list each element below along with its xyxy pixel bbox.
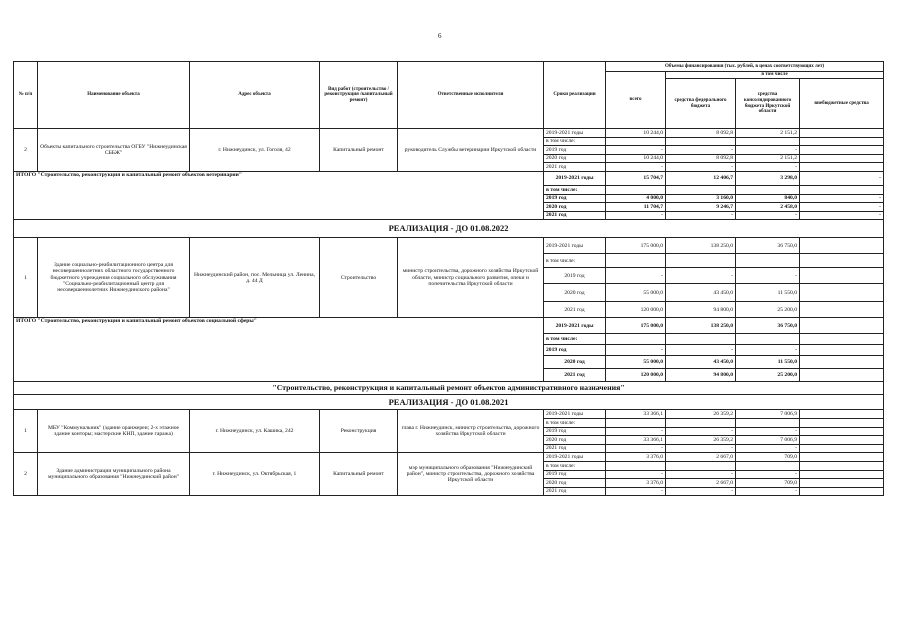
total-cell: 3 376,0 — [606, 479, 666, 488]
total-cell: 55 000,0 — [606, 284, 666, 302]
total-cell: 15 704,7 — [606, 171, 666, 185]
extra-cell — [800, 479, 884, 488]
federal-cell: 94 800,0 — [666, 369, 736, 382]
period-cell: 2019-2021 годы — [544, 410, 606, 419]
extra-cell — [800, 487, 884, 496]
total-cell: - — [606, 146, 666, 155]
period-cell: 2019-2021 годы — [544, 318, 606, 334]
federal-cell: 8 092,8 — [666, 154, 736, 163]
regional-cell: - — [736, 345, 800, 356]
regional-cell: - — [736, 268, 800, 284]
regional-cell: 11 550,0 — [736, 284, 800, 302]
extra-cell — [800, 185, 884, 194]
regional-cell: 7 006,9 — [736, 410, 800, 419]
total-cell — [606, 418, 666, 427]
federal-cell — [666, 418, 736, 427]
extra-cell — [800, 453, 884, 462]
total-cell — [606, 137, 666, 146]
extra-cell — [800, 461, 884, 470]
regional-cell: 709,0 — [736, 453, 800, 462]
work-type: Капитальный ремонт — [320, 453, 398, 496]
period-cell: в том числе: — [544, 418, 606, 427]
regional-cell: - — [736, 146, 800, 155]
regional-cell: 840,0 — [736, 194, 800, 203]
federal-cell: - — [666, 211, 736, 220]
period-cell: 2021 год — [544, 302, 606, 318]
regional-cell: - — [736, 444, 800, 453]
regional-cell: 36 750,0 — [736, 238, 800, 254]
table-row — [14, 129, 884, 138]
col-name-header: Наименование объекта — [38, 62, 190, 129]
object-address: г. Нижнеудинск, ул. Октябрьская, 1 — [190, 453, 320, 496]
total-cell — [606, 185, 666, 194]
regional-cell: 11 550,0 — [736, 356, 800, 369]
federal-cell: - — [666, 487, 736, 496]
regional-cell: - — [736, 163, 800, 172]
federal-cell: - — [666, 268, 736, 284]
col-federal-header: средства федерального бюджета — [666, 79, 736, 129]
section-heading: РЕАЛИЗАЦИЯ - ДО 01.08.2022 — [14, 220, 884, 238]
object-address: Нижнеудинский район, пос. Мельница ул. Ленина, д. 44 Д — [190, 238, 320, 318]
federal-cell: - — [666, 146, 736, 155]
total-cell: - — [606, 427, 666, 436]
period-cell: в том числе: — [544, 137, 606, 146]
work-type: Реконструкция — [320, 410, 398, 453]
period-cell: 2020 год — [544, 203, 606, 212]
extra-cell — [800, 410, 884, 419]
regional-cell: 2 151,2 — [736, 154, 800, 163]
extra-cell — [800, 137, 884, 146]
extra-cell — [800, 418, 884, 427]
extra-cell — [800, 284, 884, 302]
federal-cell: 3 160,0 — [666, 194, 736, 203]
extra-cell — [800, 254, 884, 268]
executor: руководитель Службы ветеринарии Иркутской области — [398, 129, 544, 172]
federal-cell — [666, 334, 736, 345]
federal-cell: 138 250,0 — [666, 318, 736, 334]
total-cell: - — [606, 470, 666, 479]
total-cell: - — [606, 211, 666, 220]
financing-table — [13, 61, 884, 496]
extra-cell — [800, 146, 884, 155]
total-cell: 120 000,0 — [606, 369, 666, 382]
extra-cell: - — [800, 194, 884, 203]
period-cell: 2020 год — [544, 436, 606, 445]
extra-cell: - — [800, 211, 884, 220]
col-including-header: в том числе — [666, 72, 884, 79]
regional-cell: - — [736, 211, 800, 220]
regional-cell — [736, 137, 800, 146]
extra-cell — [800, 345, 884, 356]
total-cell: 3 376,0 — [606, 453, 666, 462]
period-cell: 2019-2021 годы — [544, 129, 606, 138]
col-period-header: Сроки реализации — [544, 62, 606, 129]
period-cell: в том числе: — [544, 334, 606, 345]
federal-cell: 2 667,0 — [666, 479, 736, 488]
section-heading: РЕАЛИЗАЦИЯ - ДО 01.08.2021 — [14, 395, 884, 410]
federal-cell: 9 246,7 — [666, 203, 736, 212]
regional-cell — [736, 334, 800, 345]
regional-cell: 36 750,0 — [736, 318, 800, 334]
total-row — [14, 171, 884, 185]
total-cell: - — [606, 163, 666, 172]
extra-cell — [800, 238, 884, 254]
col-extra-header: внебюджетные средства — [800, 79, 884, 129]
total-cell: - — [606, 444, 666, 453]
total-cell: 175 000,0 — [606, 318, 666, 334]
period-cell: 2020 год — [544, 356, 606, 369]
regional-cell: - — [736, 487, 800, 496]
period-cell: 2021 год — [544, 487, 606, 496]
regional-cell: 2 151,2 — [736, 129, 800, 138]
row-num: 1 — [14, 238, 38, 318]
federal-cell: - — [666, 444, 736, 453]
total-cell: 10 244,0 — [606, 154, 666, 163]
regional-cell: 25 200,0 — [736, 302, 800, 318]
row-num: 2 — [14, 129, 38, 172]
period-cell: 2019-2021 годы — [544, 238, 606, 254]
period-cell: 2019 год — [544, 146, 606, 155]
extra-cell — [800, 129, 884, 138]
object-name: Объекты капитального строительства ОГБУ "Нижнеудинская СББЖ" — [38, 129, 190, 172]
federal-cell — [666, 461, 736, 470]
object-name: Здание администрации муниципального района муниципального образования "Нижнеудинский район" — [38, 453, 190, 496]
extra-cell: - — [800, 171, 884, 185]
col-address-header: Адрес объекта — [190, 62, 320, 129]
period-cell: в том числе: — [544, 254, 606, 268]
total-cell: 33 366,1 — [606, 436, 666, 445]
executor: мэр муниципального образования "Нижнеудинский район", министр строительства, дорожного хозяйства Иркутской области — [398, 453, 544, 496]
federal-cell: - — [666, 470, 736, 479]
col-executors-header: Ответственные исполнители — [398, 62, 544, 129]
object-name: Здание социально-реабилитационного центра для несовершеннолетних областного государственного бюджетного учреждения социального обслуживания "Социально-реабилитационный центр для несовершеннолетних Нижнеудинского района" — [38, 238, 190, 318]
table-row — [14, 238, 884, 254]
total-cell: 11 704,7 — [606, 203, 666, 212]
section-heading: "Строительство, реконструкция и капитальный ремонт объектов административного назначения" — [14, 382, 884, 395]
federal-cell: 12 406,7 — [666, 171, 736, 185]
section-row — [14, 220, 884, 238]
federal-cell: 26 359,2 — [666, 410, 736, 419]
period-cell: 2019 год — [544, 345, 606, 356]
total-cell: 4 000,0 — [606, 194, 666, 203]
total-label: ИТОГО "Строительство, реконструкция и капитальный ремонт объектов социальной сферы" — [14, 318, 544, 382]
col-work-header: Вид работ (строительство /реконструкция /капитальный ремонт) — [320, 62, 398, 129]
work-type: Строительство — [320, 238, 398, 318]
executor: глава г. Нижнеудинск, министр строительства, дорожного хозяйства Иркутской области — [398, 410, 544, 453]
federal-cell: 43 450,0 — [666, 284, 736, 302]
extra-cell — [800, 369, 884, 382]
period-cell: 2021 год — [544, 369, 606, 382]
total-cell: - — [606, 345, 666, 356]
period-cell: 2019 год — [544, 470, 606, 479]
col-total-header: всего — [606, 72, 666, 129]
federal-cell: 26 359,2 — [666, 436, 736, 445]
federal-cell: 138 250,0 — [666, 238, 736, 254]
extra-cell — [800, 302, 884, 318]
total-cell: 33 366,1 — [606, 410, 666, 419]
federal-cell: - — [666, 427, 736, 436]
federal-cell: 8 092,8 — [666, 129, 736, 138]
period-cell: 2021 год — [544, 211, 606, 220]
regional-cell: 3 298,0 — [736, 171, 800, 185]
period-cell: 2020 год — [544, 154, 606, 163]
extra-cell — [800, 427, 884, 436]
section-row — [14, 395, 884, 410]
regional-cell — [736, 254, 800, 268]
extra-cell — [800, 470, 884, 479]
work-type: Капитальный ремонт — [320, 129, 398, 172]
total-cell: 175 000,0 — [606, 238, 666, 254]
col-regional-header: средства консолидированного бюджета Иркутской области — [736, 79, 800, 129]
regional-cell — [736, 418, 800, 427]
extra-cell — [800, 268, 884, 284]
federal-cell: 2 667,0 — [666, 453, 736, 462]
total-cell: 10 244,0 — [606, 129, 666, 138]
total-cell — [606, 461, 666, 470]
period-cell: в том числе: — [544, 185, 606, 194]
period-cell: 2020 год — [544, 284, 606, 302]
extra-cell — [800, 356, 884, 369]
col-num-header: № п/п — [14, 62, 38, 129]
object-address: г. Нижнеудинск, ул. Гоголя, 42 — [190, 129, 320, 172]
federal-cell — [666, 185, 736, 194]
table-row — [14, 453, 884, 462]
federal-cell — [666, 254, 736, 268]
extra-cell — [800, 154, 884, 163]
regional-cell: 709,0 — [736, 479, 800, 488]
regional-cell: 25 200,0 — [736, 369, 800, 382]
regional-cell — [736, 185, 800, 194]
total-cell: 55 000,0 — [606, 356, 666, 369]
extra-cell — [800, 318, 884, 334]
period-cell: 2019 год — [544, 268, 606, 284]
extra-cell — [800, 163, 884, 172]
period-cell: 2021 год — [544, 163, 606, 172]
extra-cell — [800, 444, 884, 453]
col-financing-header: Объемы финансирования (тыс. рублей, в ценах соответствующих лет) — [606, 62, 884, 72]
federal-cell: - — [666, 345, 736, 356]
total-cell — [606, 334, 666, 345]
period-cell: 2019 год — [544, 427, 606, 436]
regional-cell — [736, 461, 800, 470]
extra-cell: - — [800, 203, 884, 212]
table-row — [14, 410, 884, 419]
total-row — [14, 318, 884, 334]
federal-cell: - — [666, 163, 736, 172]
period-cell: 2021 год — [544, 444, 606, 453]
total-cell: 120 000,0 — [606, 302, 666, 318]
executor: министр строительства, дорожного хозяйства Иркутской области, министр социального развития, опеки и попечительства Иркутской области — [398, 238, 544, 318]
federal-cell: 94 800,0 — [666, 302, 736, 318]
period-cell: в том числе: — [544, 461, 606, 470]
period-cell: 2019-2021 годы — [544, 453, 606, 462]
federal-cell: 43 450,0 — [666, 356, 736, 369]
period-cell: 2019 год — [544, 194, 606, 203]
extra-cell — [800, 334, 884, 345]
regional-cell: - — [736, 427, 800, 436]
row-num: 1 — [14, 410, 38, 453]
federal-cell — [666, 137, 736, 146]
object-address: г. Нижнеудинск, ул. Кашика, 242 — [190, 410, 320, 453]
page-number: 6 — [438, 32, 442, 40]
regional-cell: 2 458,0 — [736, 203, 800, 212]
total-label: ИТОГО "Строительство, реконструкция и капитальный ремонт объектов ветеринарии" — [14, 171, 544, 219]
row-num: 2 — [14, 453, 38, 496]
regional-cell: 7 006,9 — [736, 436, 800, 445]
regional-cell: - — [736, 470, 800, 479]
section-row — [14, 382, 884, 395]
total-cell: - — [606, 268, 666, 284]
total-cell — [606, 254, 666, 268]
total-cell: - — [606, 487, 666, 496]
period-cell: 2020 год — [544, 479, 606, 488]
extra-cell — [800, 436, 884, 445]
object-name: МБУ "Коммунальник" (здание оранжереи; 2-х этажное здание конторы; мастерские КНП, здание гаража) — [38, 410, 190, 453]
period-cell: 2019-2021 годы — [544, 171, 606, 185]
